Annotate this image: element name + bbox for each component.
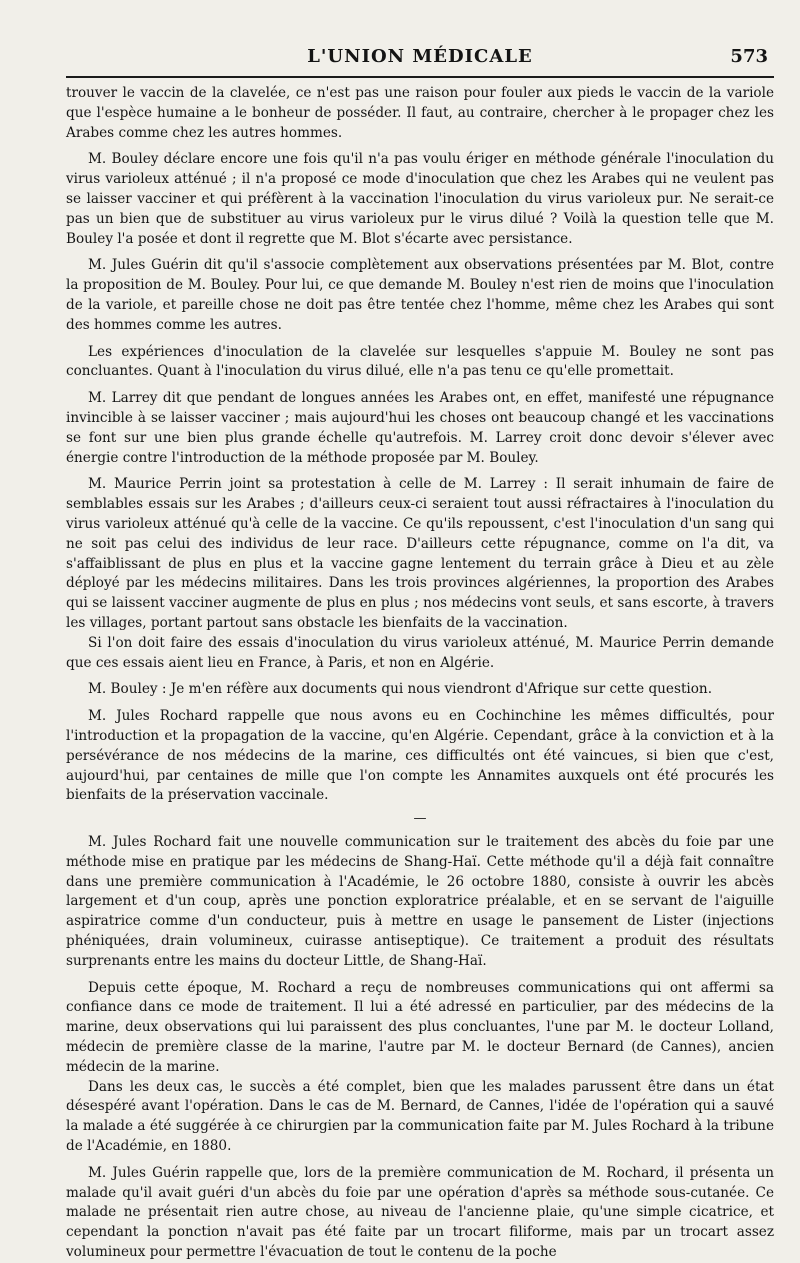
paragraph: M. Bouley : Je m'en réfère aux documents qui nous viendront d'Afrique sur cette question. (88, 681, 713, 698)
paragraph: Les expériences d'inoculation de la clavelée sur lesquelles s'appuie M. Bouley ne sont pas concluantes. Quant à l'inoculation du virus dilué, elle n'a pas tenu ce qu'elle promettait. (66, 343, 774, 380)
paragraph: M. Jules Rochard rappelle que nous avons eu en Cochinchine les mêmes difficultés, pour l'introduction et la propagation de la vaccine, qu'en Algérie. Cependant, grâce à la conviction et à la persévérance de nos médecins de la marine, ces difficultés ont été vaincues, si bien que c'est, aujourd'hui, par centaines de mille que l'on compte les Annamites auxquels ont été procurés les bienfaits de la préservation vaccinale. (66, 708, 774, 804)
paragraph: M. Jules Guérin rappelle que, lors de la première communication de M. Rochard, il présenta un malade qu'il avait guéri d'un abcès du foie par une opération d'après sa méthode sous-cutanée. Ce malade ne présentait rien autre chose, au niveau de l'ancienne plaie, qu'une simple cicatrice, et cependant la ponction n'avait pas été faite par un trocart filiforme, mais par un trocart assez volumineux pour permettre l'évacuation de tout le contenu de la poche (66, 1164, 774, 1261)
paragraph: M. Bouley déclare encore une fois qu'il n'a pas voulu ériger en méthode générale l'inoculation du virus varioleux atténué ; il n'a proposé ce mode d'inoculation que chez les Arabes qui ne veulent pas se laisser vacciner et qui préfèrent à la vaccination l'inoculation du virus varioleux pur. Ne serait-ce pas un bien que de substituer au virus varioleux pur le virus dilué ? Voilà la question telle que M. Bouley l'a posée et dont il regrette que M. Blot s'écarte avec persistance. (66, 151, 774, 247)
paragraph: M. Jules Rochard fait une nouvelle communication sur le traitement des abcès du foie par une méthode mise en pratique par les médecins de Shang-Haï. Cette méthode qu'il a déjà fait connaître dans une première communication à l'Académie, le 26 octobre 1880, consiste à ouvrir les abcès largement et d'un coup, après une ponction exploratrice préalable, et en se servant de l'aiguille aspiratrice comme d'un conducteur, puis à mettre en usage le pansement de Lister (injections phéniquées, drain volumineux, cuirasse antiseptique). Ce traitement a produit des résultats surprenants entre les mains du docteur Little, de Shang-Haï. (66, 834, 774, 969)
paragraph: M. Jules Guérin dit qu'il s'associe complètement aux observations présentées par M. Blot, contre la proposition de M. Bouley. Pour lui, ce que demande M. Bouley n'est rien de moins que l'inoculation de la variole, et pareille chose ne doit pas être tentée chez l'homme, même chez les Arabes qui sont des hommes comme les autres. (66, 257, 774, 333)
header-rule (66, 76, 774, 78)
paragraph: Depuis cette époque, M. Rochard a reçu de nombreuses communications qui ont affermi sa confiance dans ce mode de traitement. Il lui a été adressé en particulier, par des médecins de la marine, deux observations qui lui paraissent des plus concluantes, l'une par M. le docteur Lolland, médecin de première classe de la marine, l'autre par M. le docteur Bernard (de Cannes), ancien médecin de la marine. (66, 979, 774, 1075)
paragraph: M. Maurice Perrin joint sa protestation à celle de M. Larrey : Il serait inhumain de faire de semblables essais sur les Arabes ; d'ailleurs ceux-ci seraient tout aussi réfractaires à l'inoculation du virus varioleux atténué qu'à celle de la vaccine. Ce qu'ils repoussent, c'est l'inoculation d'un sang qui ne soit pas celui des individus de leur race. D'ailleurs cette répugnance, comme on l'a dit, va s'affaiblissant de plus en plus et la vaccine gagne lentement du terrain grâce à Dieu et au zèle déployé par les médecins militaires. Dans les trois provinces algériennes, la proportion des Arabes qui se laissent vacciner augmente de plus en plus ; nos médecins vont seuls, et sans escorte, à travers les villages, portant partout sans obstacle les bienfaits de la vaccination. (66, 476, 774, 631)
article-body (66, 84, 774, 1263)
page-number: 573 (730, 46, 768, 67)
paragraph: Dans les deux cas, le succès a été complet, bien que les malades parussent être dans un état désespéré avant l'opération. Dans le cas de M. Bernard, de Cannes, l'idée de l'opération qui a sauvé la malade a été suggérée à ce chirurgien par la communication faite par M. Jules Rochard à la tribune de l'Académie, en 1880. (66, 1078, 774, 1155)
paragraph: M. Larrey dit que pendant de longues années les Arabes ont, en effet, manifesté une répugnance invincible à se laisser vacciner ; mais aujourd'hui les choses ont beaucoup changé et les vaccinations se font sur une bien plus grande échelle qu'autrefois. M. Larrey croit donc devoir s'élever avec énergie contre l'introduction de la méthode proposée par M. Bouley. (66, 390, 774, 466)
section-separator: — (413, 811, 427, 827)
paragraph: Si l'on doit faire des essais d'inoculation du virus varioleux atténué, M. Maurice Perrin demande que ces essais aient lieu en France, à Paris, et non en Algérie. (66, 634, 774, 671)
paragraph: trouver le vaccin de la clavelée, ce n'est pas une raison pour fouler aux pieds le vaccin de la variole que l'espèce humaine a le bonheur de posséder. Il faut, au contraire, chercher à le propager chez les Arabes comme chez les autres hommes. (66, 85, 774, 141)
running-head (66, 46, 774, 72)
journal-title: L'UNION MÉDICALE (307, 46, 533, 67)
